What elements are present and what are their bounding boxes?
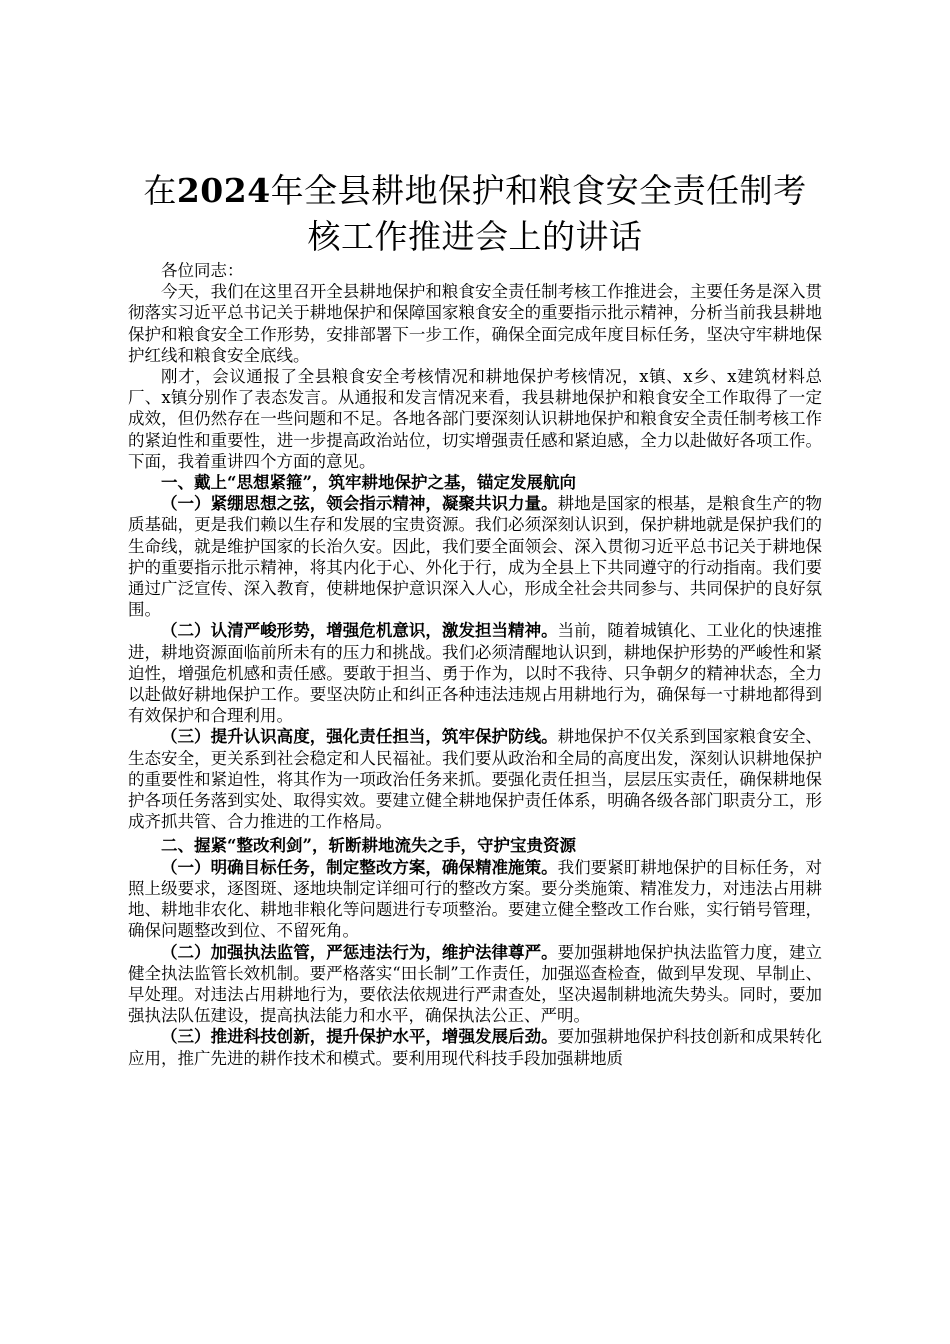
section-1-item-2 xyxy=(128,620,822,726)
document-title xyxy=(128,168,822,260)
item-lead: （二）加强执法监管，严惩违法行为，维护法律尊严。 xyxy=(161,942,558,962)
section-1-item-3 xyxy=(128,726,822,832)
item-body: 要加强耕地保护科技创新和成果转化应用，推广先进的耕作技术和模式。要利用现代科技手段加强耕地质 xyxy=(128,1027,823,1068)
section-2-item-1 xyxy=(128,857,822,942)
section-1-item-1 xyxy=(128,493,822,620)
item-lead: （一）紧绷思想之弦，领会指示精神，凝聚共识力量。 xyxy=(161,494,558,514)
item-lead: （三）推进科技创新，提升保护水平，增强发展后劲。 xyxy=(161,1027,558,1047)
section-2-item-2 xyxy=(128,942,822,1027)
document-page xyxy=(128,168,822,1069)
section-2-item-3 xyxy=(128,1026,822,1068)
salutation: 各位同志： xyxy=(161,261,244,280)
item-lead: （三）提升认识高度，强化责任担当，筑牢保护防线。 xyxy=(161,727,558,747)
section-heading-2: 二、握紧“整改利剑”，斩断耕地流失之手，守护宝贵资源 xyxy=(161,836,576,856)
intro-paragraph-2: 刚才，会议通报了全县粮食安全考核情况和耕地保护考核情况，x镇、x乡、x建筑材料总厂、x镇分别作了表态发言。从通报和发言情况来看，我县耕地保护和粮食安全工作取得了一定成效，但仍然存在一些问题和不足。各地各部门要深刻认识耕地保护和粮食安全责任制考核工作的紧迫性和重要性，进一步提高政治站位，切实增强责任感和紧迫感，全力以赴做好各项工作。下面，我着重讲四个方面的意见。 xyxy=(128,367,822,471)
item-body: 要加强耕地保护执法监管力度，建立健全执法监管长效机制。要严格落实“田长制”工作责任，加强巡查检查，做到早发现、早制止、早处理。对违法占用耕地行为，要依法依规进行严肃查处，坚决遏制耕地流失势头。同时，要加强执法队伍建设，提高执法能力和水平，确保执法公正、严明。 xyxy=(128,942,823,1026)
item-lead: （二）认清严峻形势，增强危机意识，激发担当精神。 xyxy=(161,621,558,641)
title-part1: 在 xyxy=(143,171,177,210)
item-lead: （一）明确目标任务，制定整改方案，确保精准施策。 xyxy=(161,857,558,877)
title-part2: 年全县耕地保护和粮食安全责任制考核工作推进会上的讲话 xyxy=(270,171,807,256)
item-body: 我们要紧盯耕地保护的目标任务，对照上级要求，逐图斑、逐地块制定详细可行的整改方案。要分类施策、精准发力，对违法占用耕地、耕地非农化、耕地非粮化等问题进行专项整治。要建立健全整改工作台账，实行销号管理，确保问题整改到位、不留死角。 xyxy=(128,857,823,941)
item-body: 耕地保护不仅关系到国家粮食安全、生态安全，更关系到社会稳定和人民福祉。我们要从政治和全局的高度出发，深刻认识耕地保护的重要性和紧迫性，将其作为一项政治任务来抓。要强化责任担当，层层压实责任，确保耕地保护各项任务落到实处、取得实效。要建立健全耕地保护责任体系，明确各级各部门职责分工，形成齐抓共管、合力推进的工作格局。 xyxy=(128,727,823,832)
title-year: 2024 xyxy=(176,171,271,210)
item-body: 当前，随着城镇化、工业化的快速推进，耕地资源面临前所未有的压力和挑战。我们必须清醒地认识到，耕地保护形势的严峻性和紧迫性，增强危机感和责任感。要敢于担当、勇于作为，以时不我待、只争朝夕的精神状态，全力以赴做好耕地保护工作。要坚决防止和纠正各种违法违规占用耕地行为，确保每一寸耕地都得到有效保护和合理利用。 xyxy=(128,621,823,726)
section-heading-1: 一、戴上“思想紧箍”，筑牢耕地保护之基，锚定发展航向 xyxy=(161,473,576,493)
item-body: 耕地是国家的根基，是粮食生产的物质基础，更是我们赖以生存和发展的宝贵资源。我们必须深刻认识到，保护耕地就是保护我们的生命线，就是维护国家的长治久安。因此，我们要全面领会、深入贯彻习近平总书记关于耕地保护的重要指示批示精神，将其内化于心、外化于行，成为全县上下共同遵守的行动指南。我们要通过广泛宣传、深入教育，使耕地保护意识深入人心，形成全社会共同参与、共同保护的良好氛围。 xyxy=(128,494,823,620)
intro-paragraph-1: 今天，我们在这里召开全县耕地保护和粮食安全责任制考核工作推进会，主要任务是深入贯彻落实习近平总书记关于耕地保护和保障国家粮食安全的重要指示批示精神，分析当前我县耕地保护和粮食安全工作形势，安排部署下一步工作，确保全面完成年度目标任务，坚决守牢耕地保护红线和粮食安全底线。 xyxy=(128,282,822,365)
